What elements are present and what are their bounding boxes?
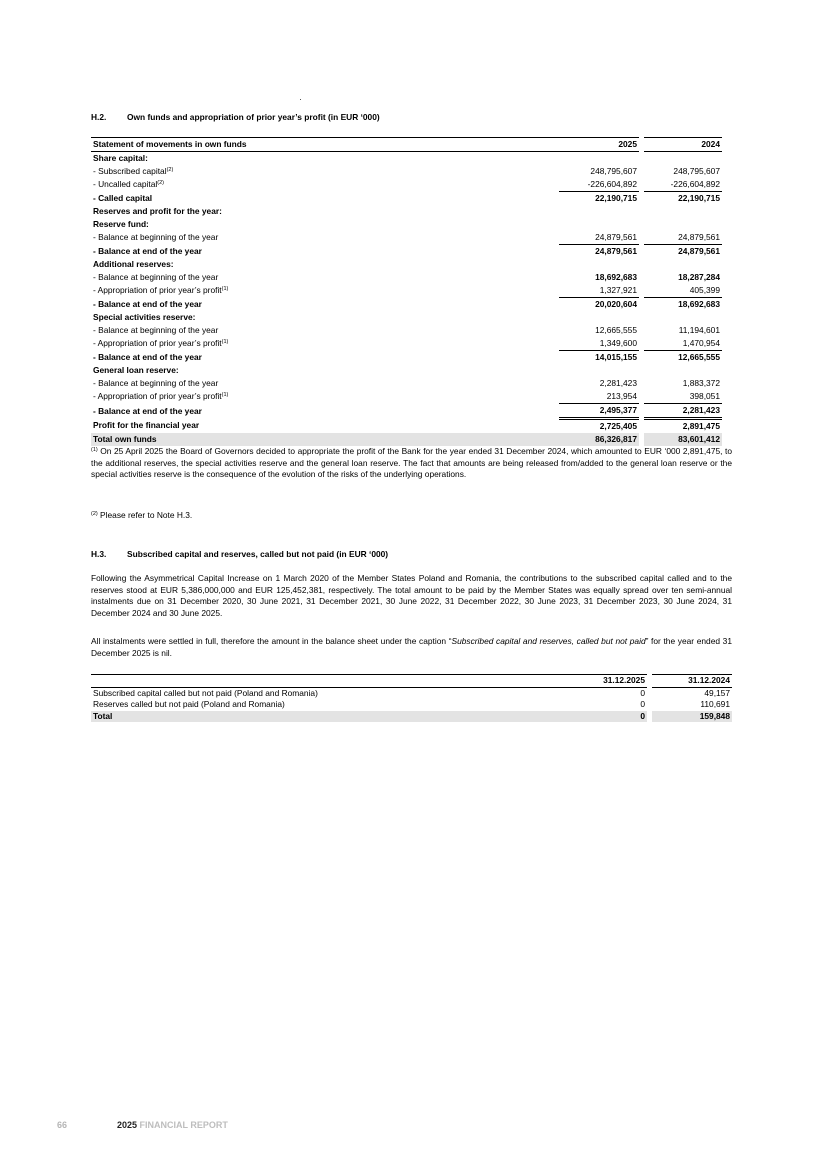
cell-2025: 22,190,715 [595,193,637,203]
cell-2024: 2,891,475 [682,421,720,431]
table-header-row [91,138,722,152]
cell-2025: 18,692,683 [595,272,637,282]
row-label: - Appropriation of prior year’s profit$^{(1)}$ [93,391,229,402]
table-row [91,351,722,365]
cell-2025: 20,020,604 [595,299,637,309]
cell-2024 [644,152,722,166]
report-footer [117,1120,228,1130]
cell-31-12-2025: 0 [640,699,645,709]
row-label: - Balance at beginning of the year [93,272,219,282]
footnote-1 [91,446,732,481]
cell-31-12-2025: 0 [640,687,645,698]
row-label: - Called capital [93,192,153,203]
cell-2025: 1,327,921 [559,284,639,298]
row-label: - Subscribed capital$^{(2)}$ [93,166,174,176]
section-title: Own funds and appropriation of prior year’s profit (in EUR ‘000) [127,112,380,122]
table-row [91,205,722,218]
table-row [91,433,722,446]
cell-2025: 2,281,423 [599,378,637,388]
row-label: - Balance at beginning of the year [93,325,219,335]
cell-2024: 248,795,607 [673,166,720,176]
footnote-text: On 25 April 2025 the Board of Governors decided to appropriate the profit of the Bank for the year ended 31 December 2024, which amounted to EUR ‘000 2,891,475, to the additional reserves, the special activities reserve and the general loan reserve. The fact that amounts are being released from/added to the general loan reserve or the special activities reserve is the consequence of the evolution of the risks of the underlying operations. [91,446,732,479]
table-row [91,419,722,434]
row-label: - Balance at beginning of the year [93,232,219,243]
paragraph-capital-increase: Following the Asymmetrical Capital Increase on 1 March 2020 of the Member States Poland and Romania, the contributions to the subscribed capital called and to the reserves stood at EUR 5,386,000,000 and EUR 125,452,381, respectively. The total amount to be paid by the Member States was equally spread over ten semi-annual instalments due on 31 December 2020, 30 June 2021, 31 December 2021, 30 June 2022, 31 December 2022, 30 June 2023, 31 December 2023, 30 June 2024, 31 December 2024 and 30 June 2025. [91,573,732,618]
section-number: H.2. [91,112,107,122]
cell-2025 [559,218,639,231]
cell-31-12-2024: 110,691 [700,699,730,709]
cell-2024 [644,364,722,377]
row-label: Special activities reserve: [93,312,196,322]
table-row [91,390,722,404]
cell-2025: 2,495,377 [559,404,639,419]
table-row [91,311,722,324]
cell-2024 [644,218,722,231]
table-row [91,337,722,351]
cell-2024: 12,665,555 [678,352,720,362]
column-header-31-12-2024: 31.12.2024 [652,675,732,688]
cell-2025 [559,364,639,377]
row-label: - Appropriation of prior year’s profit$^{(1)}$ [93,338,229,349]
paragraph-text: All instalments were settled in full, therefore the amount in the balance sheet under the caption “ [91,636,452,646]
row-label: Profit for the financial year [93,420,200,431]
cell-2024: 18,287,284 [678,272,720,282]
cell-2024: 1,883,372 [682,378,720,388]
cell-2024: 11,194,601 [678,325,720,335]
table-row [91,258,722,271]
footnote-text: Please refer to Note H.3. [97,510,193,520]
cell-2024: 405,399 [644,284,722,298]
cell-2024 [644,258,722,271]
section-number: H.3. [91,549,107,559]
table-row [91,271,722,284]
row-label: - Balance at end of the year [93,245,202,256]
cell-2024: 18,692,683 [678,299,720,309]
cell-2025: 2,725,405 [599,421,637,431]
cell-2024: 398,051 [644,390,722,404]
cell-2025: 24,879,561 [595,246,637,256]
column-header-2025: 2025 [559,138,639,152]
page-number: 66 [57,1120,68,1130]
table-row [91,152,722,166]
subscribed-capital-table [91,674,732,722]
row-label: - Balance at beginning of the year [93,378,219,388]
section-heading-h3 [91,549,388,559]
cell-2024: -226,604,892 [644,178,722,192]
cell-2025: 86,326,817 [559,433,639,446]
row-label: Reserves called but not paid (Poland and Romania) [93,699,285,709]
report-title: FINANCIAL REPORT [139,1120,228,1130]
column-header-label: Statement of movements in own funds [91,138,559,152]
table-row [91,192,722,206]
row-label: General loan reserve: [93,365,179,375]
paragraph-instalments-settled [91,636,732,659]
cell-2024 [644,311,722,324]
table-header-row [91,675,732,688]
caption-italic: Subscribed capital and reserves, called but not paid [451,636,646,646]
table-row [91,324,722,337]
cell-2025: 14,015,155 [595,352,637,362]
own-funds-body [91,152,722,447]
section-title: Subscribed capital and reserves, called but not paid (in EUR ‘000) [127,549,389,559]
table-row [91,245,722,259]
cell-2025: 248,795,607 [590,166,637,176]
table-row [91,364,722,377]
cell-2025: 24,879,561 [559,231,639,245]
section-heading-h2 [91,112,380,122]
table-row [91,687,732,699]
paragraph-text: ” for the year ended 31 December 2025 is nil. [91,636,732,658]
table-row [91,377,722,390]
table-row [91,178,722,192]
column-header-31-12-2025: 31.12.2025 [567,675,647,688]
footnote-2 [91,510,732,522]
cell-2024: 1,470,954 [644,337,722,351]
table-row [91,284,722,298]
row-label: Reserve fund: [93,219,149,229]
report-year: 2025 [117,1120,138,1130]
cell-2025 [559,205,639,218]
cell-31-12-2024: 49,157 [704,687,730,698]
cell-2025 [559,258,639,271]
cell-2025: -226,604,892 [559,178,639,192]
row-label: - Balance at end of the year [93,405,202,416]
footnote-mark: (1) [91,447,98,453]
row-label: Additional reserves: [93,259,174,269]
cell-2024: 24,879,561 [644,231,722,245]
column-header-2024: 2024 [644,138,722,152]
cell-31-12-2025: 0 [567,711,647,723]
cell-31-12-2024: 159,848 [652,711,732,723]
table-row [91,218,722,231]
row-label: Subscribed capital called but not paid (Poland and Romania) [93,687,318,698]
cell-2024: 22,190,715 [678,193,720,203]
row-label: - Appropriation of prior year’s profit$^{(1)}$ [93,285,229,296]
cell-2024 [644,205,722,218]
cell-2025: 1,349,600 [559,337,639,351]
row-label: Total own funds [91,433,559,446]
row-label: - Uncalled capital$^{(2)}$ [93,179,164,190]
table-row [91,699,732,711]
cell-2024: 24,879,561 [678,246,720,256]
own-funds-table [91,137,722,446]
row-label: Total [91,711,567,723]
cell-2025 [559,152,639,166]
stray-dot [300,99,301,100]
row-label: Reserves and profit for the year: [93,206,222,216]
table-row [91,404,722,419]
table-row [91,231,722,245]
table-total-row [91,711,732,723]
cell-2025: 12,665,555 [595,325,637,335]
cell-2025 [559,311,639,324]
table-row [91,298,722,312]
row-label: Share capital: [93,153,148,163]
cell-2024: 2,281,423 [644,404,722,419]
table-row [91,165,722,178]
row-label: - Balance at end of the year [93,298,202,309]
cell-2024: 83,601,412 [644,433,722,446]
cell-2025: 213,954 [559,390,639,404]
subscribed-capital-body [91,687,732,722]
row-label: - Balance at end of the year [93,351,202,362]
footnote-mark: (2) [91,511,98,517]
